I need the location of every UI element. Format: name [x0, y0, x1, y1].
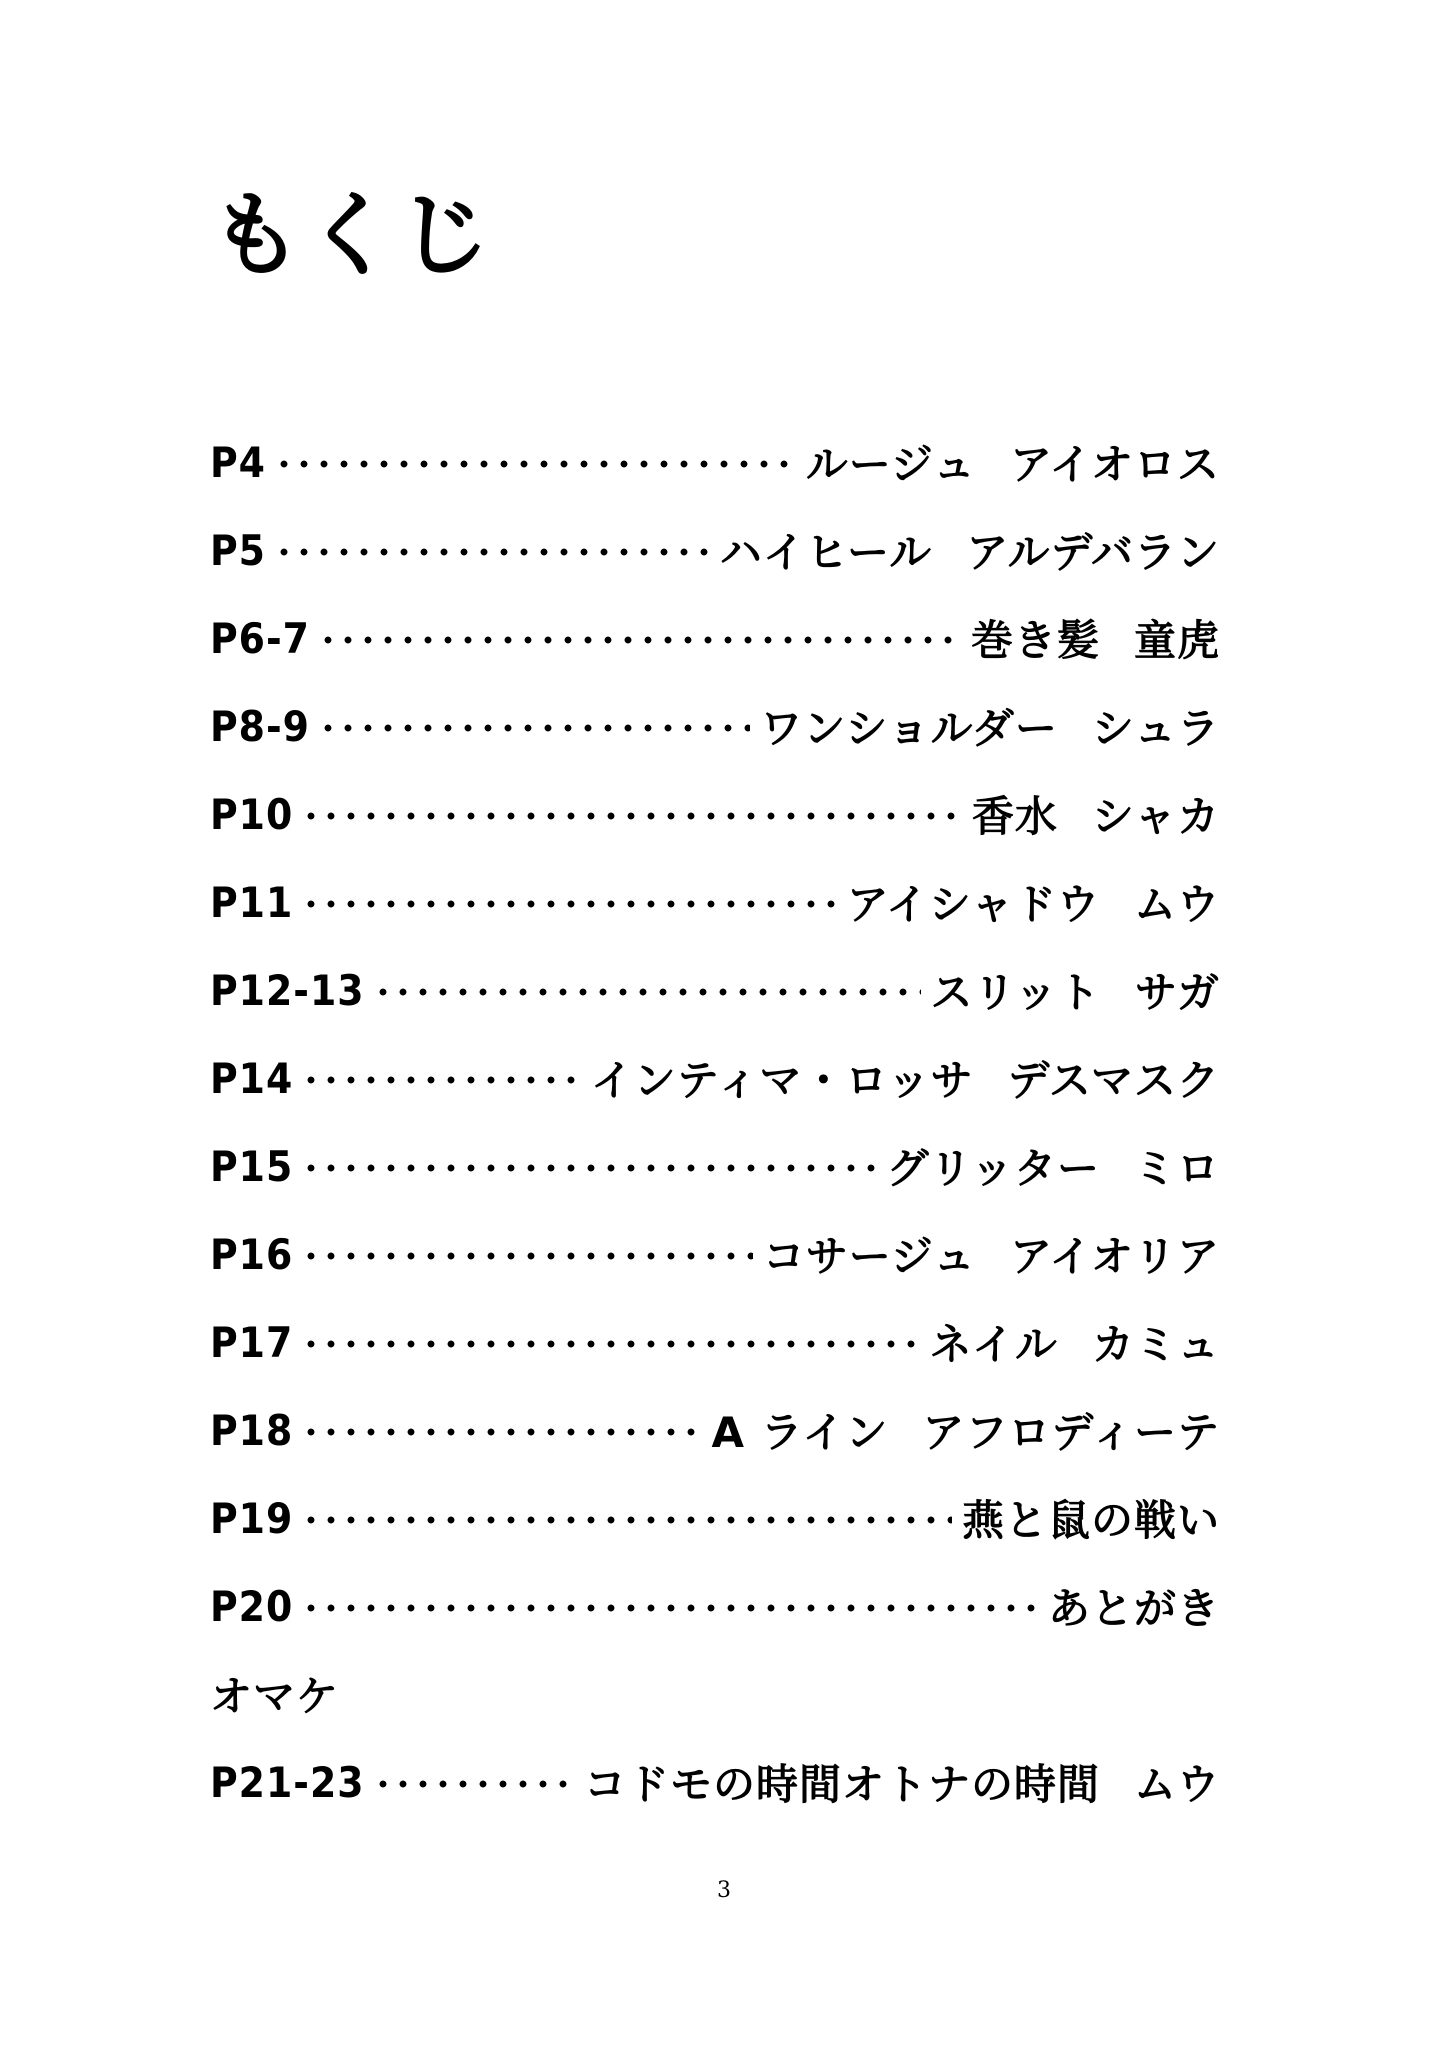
toc-entry-title: [962, 1488, 1220, 1548]
toc-character-name: アルデバラン: [966, 528, 1220, 577]
toc-entry-title: [930, 1312, 1220, 1372]
toc-page-number: P14: [210, 1053, 294, 1103]
toc-dot-leader: [274, 547, 710, 557]
toc-title-text: ルージュ: [805, 440, 977, 489]
toc-entry-p19: [210, 1474, 1220, 1562]
toc-character-name: アフロディーテ: [922, 1408, 1220, 1457]
toc-extra-heading: オマケ: [210, 1672, 340, 1721]
toc-page-number: P12-13: [210, 965, 365, 1015]
toc-character-name: サガ: [1134, 968, 1220, 1017]
toc-character-name: ムウ: [1133, 1760, 1220, 1809]
page-title: もくじ: [210, 182, 493, 289]
toc-dot-leader: [301, 899, 836, 909]
toc-page-number: P11: [210, 877, 294, 927]
toc-title-text: あとがき: [1047, 1584, 1220, 1633]
toc-character-name: アイオリア: [1010, 1232, 1220, 1281]
toc-title-text: グリッター: [886, 1144, 1100, 1193]
toc-entry-p8-9: [210, 682, 1220, 770]
toc-dot-leader: [301, 1515, 952, 1525]
toc-entry-title: [584, 1752, 1220, 1812]
toc-entry-title: [887, 1136, 1220, 1196]
toc-title-text: コドモの時間オトナの時間: [583, 1760, 1100, 1809]
toc-page-number: P10: [210, 789, 294, 839]
toc-dot-leader: [301, 1251, 752, 1261]
toc-character-name: ミロ: [1133, 1144, 1220, 1193]
toc-dot-leader: [318, 635, 961, 645]
toc-dot-leader: [373, 1779, 574, 1789]
toc-dot-leader: [301, 1603, 1038, 1613]
toc-title-text: ハイヒール: [719, 528, 933, 577]
toc-page-number: P4: [210, 437, 266, 487]
toc-title-text: コサージュ: [762, 1232, 977, 1281]
toc-entry-p17: [210, 1298, 1220, 1386]
toc-entry-title: [760, 696, 1220, 756]
toc-entry-title: [711, 1400, 1220, 1460]
toc-entry-title: [763, 1224, 1220, 1284]
toc-character-name: 童虎: [1133, 616, 1220, 665]
page-number: 3: [717, 1878, 731, 1903]
toc-title-text: 巻き髪: [970, 616, 1100, 665]
toc-dot-leader: [301, 1075, 580, 1085]
toc-page-number: P16: [210, 1229, 294, 1279]
toc-dot-leader: [301, 1339, 919, 1349]
table-of-contents: [210, 418, 1220, 1826]
toc-character-name: シュラ: [1091, 704, 1220, 753]
toc-entry-p18: [210, 1386, 1220, 1474]
toc-entry-p20: [210, 1562, 1220, 1650]
toc-entry-p4: [210, 418, 1220, 506]
toc-title-text: 香水: [971, 792, 1058, 841]
toc-entry-p14: [210, 1034, 1220, 1122]
toc-title-text: アイシャドウ: [846, 880, 1100, 929]
toc-dot-leader: [301, 1163, 876, 1173]
toc-page-number: P21-23: [210, 1757, 365, 1807]
toc-dot-leader: [373, 987, 921, 997]
toc-page-number: P15: [210, 1141, 294, 1191]
toc-title-text: ネイル: [929, 1320, 1058, 1369]
toc-entry-title: [847, 872, 1220, 932]
toc-entry-p15: [210, 1122, 1220, 1210]
toc-entry-p5: [210, 506, 1220, 594]
toc-dot-leader: [301, 1427, 701, 1437]
toc-title-text: ワンショルダー: [760, 704, 1058, 753]
toc-dot-leader: [274, 459, 796, 469]
toc-entry-p12-13: [210, 946, 1220, 1034]
toc-title-text: インティマ・ロッサ: [590, 1056, 974, 1105]
toc-page-number: P19: [210, 1493, 294, 1543]
toc-character-name: アイオロス: [1010, 440, 1220, 489]
toc-entry-title: [972, 784, 1220, 844]
toc-title-text: 燕と鼠の戦い: [961, 1496, 1220, 1545]
toc-entry-p10: [210, 770, 1220, 858]
toc-dot-leader: [318, 723, 750, 733]
toc-entry-title: [591, 1048, 1220, 1108]
toc-entry-p11: [210, 858, 1220, 946]
toc-page-number: P8-9: [210, 701, 310, 751]
toc-entry-title: [720, 520, 1220, 580]
toc-entry-title: [931, 960, 1221, 1020]
toc-page-number: P6-7: [210, 613, 310, 663]
toc-entry-p21-23: [210, 1738, 1220, 1826]
toc-dot-leader: [301, 811, 962, 821]
toc-title-text: A ライン: [711, 1408, 889, 1457]
toc-page-number: P5: [210, 525, 266, 575]
toc-character-name: デスマスク: [1007, 1056, 1220, 1105]
toc-entry-title: [971, 608, 1220, 668]
toc-character-name: シャカ: [1091, 792, 1220, 841]
toc-entry-title: [1048, 1576, 1220, 1636]
toc-page-number: P18: [210, 1405, 294, 1455]
toc-entry-p16: [210, 1210, 1220, 1298]
toc-entry-title: [806, 432, 1220, 492]
toc-page-number: P17: [210, 1317, 294, 1367]
toc-character-name: ムウ: [1133, 880, 1220, 929]
toc-page-number: P20: [210, 1581, 294, 1631]
toc-title-text: スリット: [930, 968, 1101, 1017]
toc-character-name: カミュ: [1091, 1320, 1220, 1369]
toc-entry-p6-7: [210, 594, 1220, 682]
